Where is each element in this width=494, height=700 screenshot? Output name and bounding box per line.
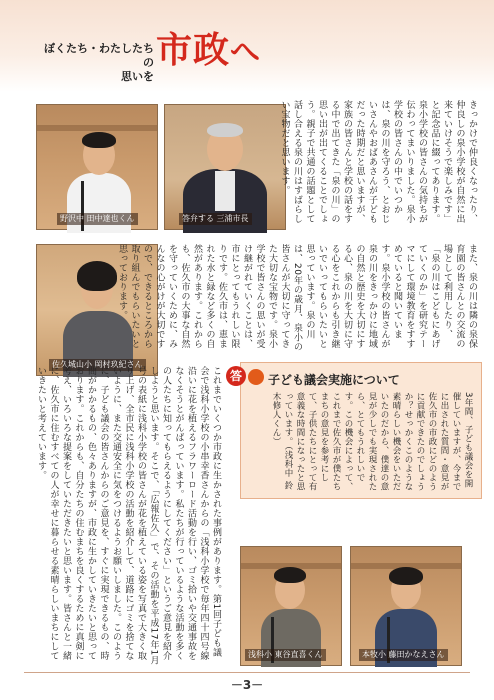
page-title [156,30,261,73]
photo-caption: 答弁する 三浦市長 [179,213,252,225]
photo-student-fujita [350,546,462,666]
circle-bullet-icon [248,369,264,385]
student-hair [82,132,116,148]
page-title-tail: へ [230,35,262,70]
question-box-text: 3年間、子ども議会を開催していますが、今までに出された質問・意見が佐久市の市政にどのように貢献できたのでしょうか？せっかくこのような素晴らしい機会をいただいたのだから、僕達の意見が少しでも実現されたら、とてもうれしいです。この機会によって、これまで佐久市が僕たちまちの意見を参考にして、子供たちにとって有意義な時間になったと思っています。（浅科中 鈴木修人くん） [271,392,473,491]
article-column-middle: また、泉の川は隣の泉保育園の皆さんとの交流の場として利用したり、「泉の川はこどもにあげていくのか」を研究テーマにして環境教育をすすめていると聞いています。泉小学校の皆さんが泉の川をきっかけに地域の自然と歴史を大切にする心、泉の川を大切に守る心をこれからも引き継いでいってもらいたいと思っています。泉の川は、20年の歳月、泉小の皆さんが大切に守ってきた大切な宝物です。泉小学校で皆さんの思いが受け継がれていくことは、市にとってもうれしい限りです。佐久市は、恵まれた水と緑など多くの自然があります。これからも、佐久市の大事な自然を守っていくために、みんなの心がけが大切ですので、できるところから取り組んでもらいたいと思っております。 [117,244,477,352]
photo-student-higashiya [240,546,342,666]
article-column-top: きっかけで仲良くなったり、仲良しの泉小学校が自然に出来ていけそうで楽しみです」と記念品に綴ってあります。泉小学校の皆さんの気持ちが伝わってまいりました。泉小学校の皆さんの中でいつかは、泉の川を守ろう、とおじいさんやおばあさんが子どもだった時期だと思いますが、家族の皆さんと学校の話をする中で出てきた「泉の川」の思い出が出てくることでしょう。親子で共通の話題として話し合える泉の川はすばらしい宝物だと思います。 [279,100,477,224]
page-title-main: 市政 [156,29,231,71]
page-number: －3－ [230,678,264,692]
photo-caption: 野沢中 田中達也くん [57,213,138,225]
student-hair [274,567,306,583]
footer-divider [24,672,470,673]
student-hair [389,567,423,585]
question-box-title: 子ども議会実施について [268,373,400,387]
student-hair [77,261,117,291]
mayor-shirt [215,171,235,211]
photo-caption: 本牧小 藤田かなえさん [359,649,448,661]
photo-mayor [164,104,286,230]
mayor-hair [207,123,243,137]
answer-column: これまでいくつか市政に生かされた事例があります。第1回子ども議会で浅科小学校の小串幸香さんからの「浅科小学校で毎年四十四号線沿いに花を植えるフラワーロード活動を行い、ゴミ拾いや交通事故をなくそうとがんばっています。私たちが行っているような活動を多くの人たちに知ってもらえるようにしてください」というご意見を紹介しようと思います。そこで、「広報佐久」で、その活動を平成17年1月号の表紙に浅科小学校の皆さんが花を植えている姿を写真で大きく取り上げ、全市民に浅科小学校の活動を紹介して、道路にゴミを捨てないように、また交通安全に気をつけるようお願いしました。このように、子ども議会の皆さんからのご意見を、すぐに実現できるもの、時間がかかるもの、色々ありますが、市政に生かしていきたいと思っております。これからも、自分たちの住むまちを良くするために真剣に考え、いろいろな提案をしていただきたいと思います。皆さんと一緒に、佐久市に住むすべての人が幸せに暮らせる素晴らしいまちにしていきたいと考えています。 [36,366,221,666]
header-subtitle-line2: 思いを [121,70,154,83]
header-subtitle-line1: ぼくたち・わたしたちの [44,42,154,69]
photo-wall-stripe [37,125,157,131]
header-subtitle [36,42,154,84]
answer-column-continued [240,506,478,542]
photo-caption: 浅科小 東谷直喜くん [245,649,326,661]
photo-caption: 佐久城山小 岡村玖紀さん [49,359,146,371]
photo-student-tanaka [36,104,158,230]
answer-badge: 答 [226,366,246,386]
